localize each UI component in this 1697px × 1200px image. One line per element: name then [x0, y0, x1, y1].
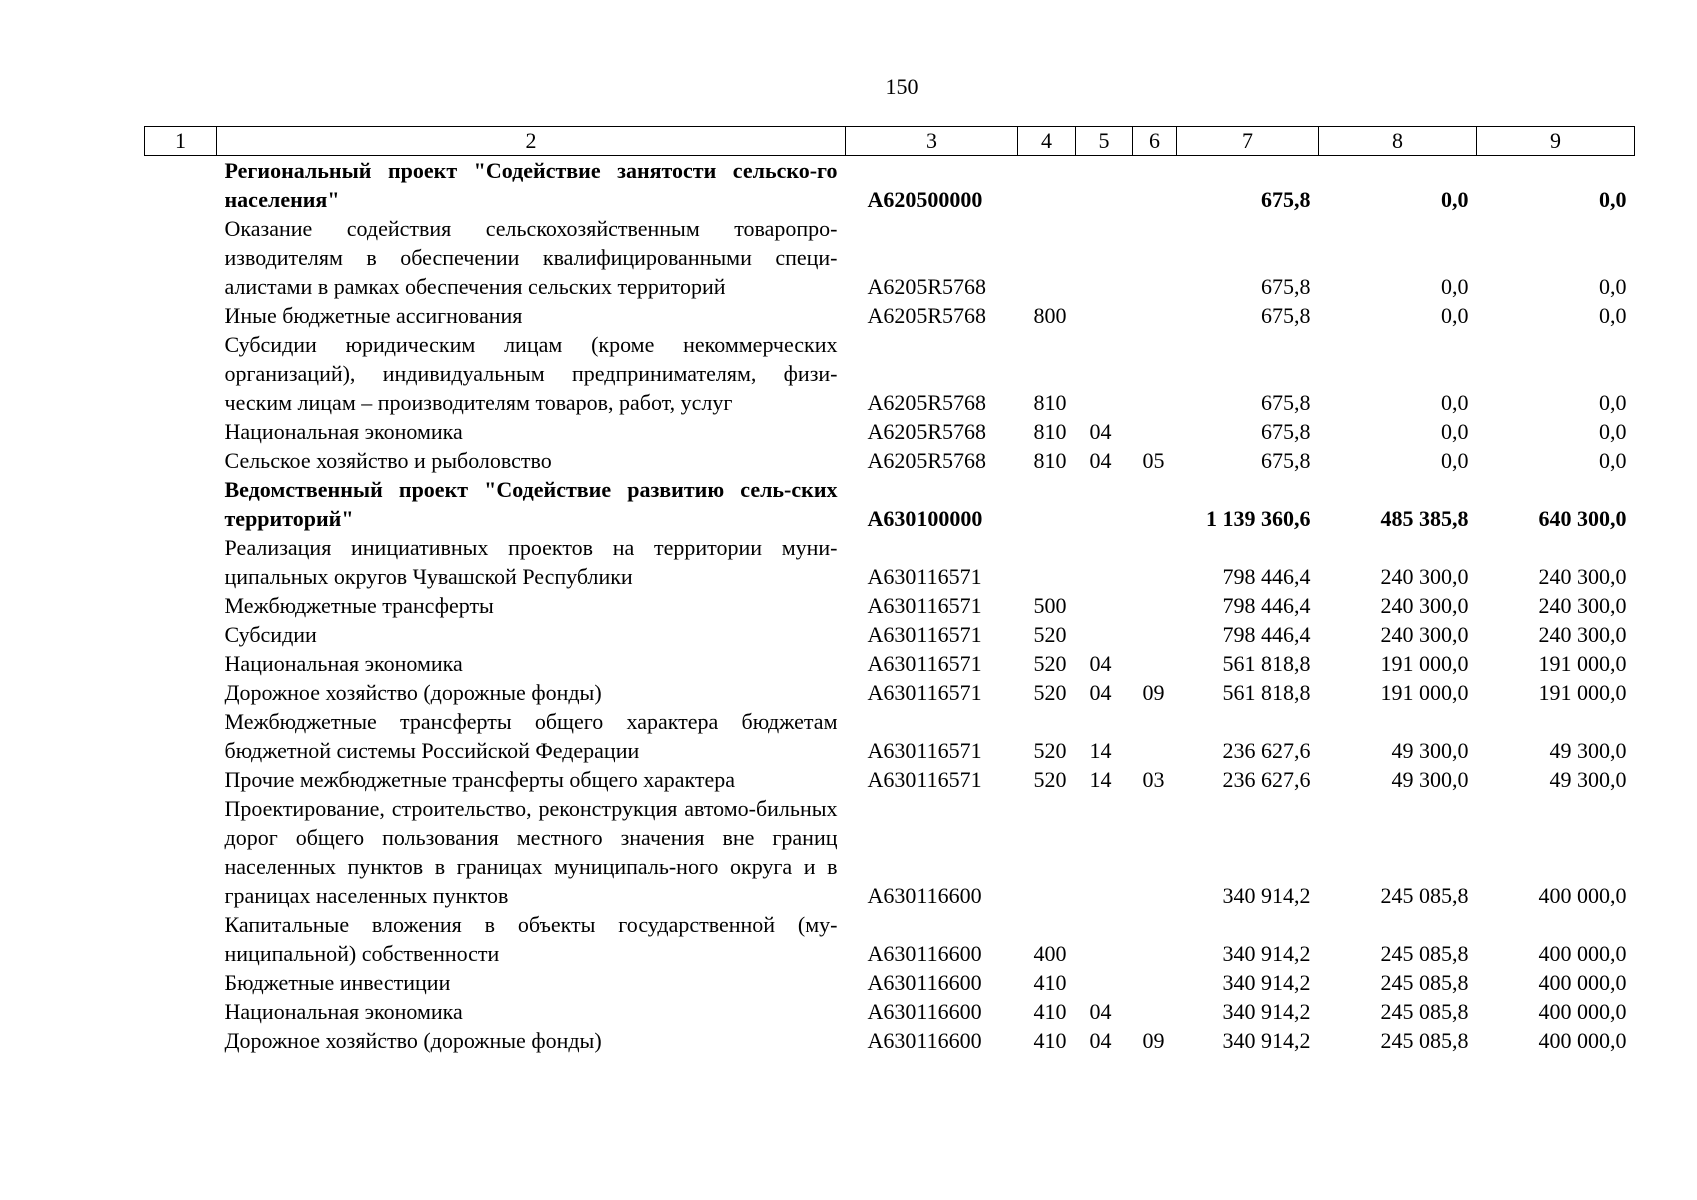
row-amount-col9: 240 300,0 — [1538, 622, 1627, 647]
row-subsection — [1133, 156, 1177, 215]
row-amount-col8: 191 000,0 — [1380, 651, 1469, 676]
row-number-cell — [145, 475, 217, 533]
table-row — [145, 765, 1635, 794]
row-subsection: 05 — [1142, 448, 1165, 473]
row-number-cell — [145, 649, 217, 678]
row-amount-col7: 798 446,4 — [1222, 564, 1311, 589]
row-amount-col8: 0,0 — [1441, 187, 1469, 212]
row-amount-col9: 400 000,0 — [1538, 999, 1627, 1024]
row-amount-col9: 640 300,0 — [1538, 506, 1627, 531]
row-name: Дорожное хозяйство (дорожные фонды) — [224, 1028, 602, 1053]
row-name: Национальная экономика — [224, 999, 463, 1024]
table-row — [145, 301, 1635, 330]
column-header: 3 — [846, 127, 1018, 156]
row-target-code: А630116571 — [867, 651, 982, 676]
row-amount-col9: 0,0 — [1599, 303, 1627, 328]
row-amount-col8: 245 085,8 — [1380, 883, 1469, 908]
table-row — [145, 475, 1635, 533]
row-expense-type: 520 — [1033, 651, 1067, 676]
row-expense-type: 810 — [1033, 419, 1067, 444]
row-number-cell — [145, 997, 217, 1026]
row-name: Региональный проект "Содействие занятости сельско-го населения" — [224, 158, 838, 212]
row-target-code: А630116571 — [867, 680, 982, 705]
row-section — [1076, 591, 1133, 620]
row-section: 14 — [1089, 738, 1112, 763]
row-expense-type: 500 — [1033, 593, 1067, 618]
row-number-cell — [145, 1026, 217, 1055]
row-amount-col9: 240 300,0 — [1538, 593, 1627, 618]
row-number-cell — [145, 330, 217, 417]
table-row — [145, 620, 1635, 649]
column-header: 2 — [217, 127, 846, 156]
row-number-cell — [145, 707, 217, 765]
row-amount-col9: 0,0 — [1599, 390, 1627, 415]
row-expense-type — [1018, 214, 1076, 301]
row-number-cell — [145, 156, 217, 215]
row-target-code: А6205R5768 — [867, 390, 987, 415]
row-amount-col7: 340 914,2 — [1222, 941, 1311, 966]
row-amount-col7: 561 818,8 — [1222, 651, 1311, 676]
row-amount-col8: 240 300,0 — [1380, 622, 1469, 647]
row-name: Национальная экономика — [224, 651, 463, 676]
row-amount-col7: 340 914,2 — [1222, 970, 1311, 995]
row-amount-col8: 49 300,0 — [1391, 767, 1469, 792]
table-row — [145, 649, 1635, 678]
table-row — [145, 910, 1635, 968]
row-amount-col7: 340 914,2 — [1222, 883, 1311, 908]
row-name: Дорожное хозяйство (дорожные фонды) — [224, 680, 602, 705]
row-amount-col7: 675,8 — [1261, 303, 1311, 328]
row-target-code: А6205R5768 — [867, 274, 987, 299]
row-amount-col7: 798 446,4 — [1222, 622, 1311, 647]
row-amount-col9: 400 000,0 — [1538, 970, 1627, 995]
row-expense-type: 520 — [1033, 622, 1067, 647]
table-row — [145, 678, 1635, 707]
row-name: Субсидии — [224, 622, 317, 647]
row-number-cell — [145, 533, 217, 591]
row-number-cell — [145, 678, 217, 707]
table-row — [145, 1026, 1635, 1055]
row-expense-type: 520 — [1033, 680, 1067, 705]
row-target-code: А630116600 — [867, 883, 982, 908]
row-amount-col7: 561 818,8 — [1222, 680, 1311, 705]
row-amount-col9: 49 300,0 — [1549, 738, 1627, 763]
row-section — [1076, 910, 1133, 968]
row-amount-col8: 245 085,8 — [1380, 1028, 1469, 1053]
row-target-code: А620500000 — [867, 187, 983, 212]
row-section — [1076, 475, 1133, 533]
budget-table — [144, 126, 1635, 1055]
row-subsection — [1133, 591, 1177, 620]
row-expense-type: 810 — [1033, 448, 1067, 473]
row-target-code: А6205R5768 — [867, 419, 987, 444]
column-header: 4 — [1018, 127, 1076, 156]
row-amount-col8: 49 300,0 — [1391, 738, 1469, 763]
column-header: 9 — [1477, 127, 1635, 156]
row-section: 04 — [1089, 448, 1112, 473]
row-target-code: А630116600 — [867, 1028, 982, 1053]
row-amount-col8: 485 385,8 — [1380, 506, 1469, 531]
table-row — [145, 794, 1635, 910]
row-expense-type — [1018, 794, 1076, 910]
row-name: Прочие межбюджетные трансферты общего характера — [224, 767, 736, 792]
row-number-cell — [145, 446, 217, 475]
column-header: 7 — [1177, 127, 1319, 156]
row-amount-col9: 400 000,0 — [1538, 1028, 1627, 1053]
row-target-code: А630116600 — [867, 999, 982, 1024]
table-row — [145, 997, 1635, 1026]
row-name: Иные бюджетные ассигнования — [224, 303, 523, 328]
row-section — [1076, 794, 1133, 910]
row-section: 04 — [1089, 680, 1112, 705]
row-number-cell — [145, 765, 217, 794]
row-number-cell — [145, 968, 217, 997]
row-number-cell — [145, 620, 217, 649]
row-name: Ведомственный проект "Содействие развитию сель-ских территорий" — [224, 477, 838, 531]
table-row — [145, 591, 1635, 620]
row-subsection: 09 — [1142, 680, 1165, 705]
table-body — [145, 156, 1635, 1056]
row-expense-type: 520 — [1033, 738, 1067, 763]
row-subsection — [1133, 968, 1177, 997]
row-subsection — [1133, 794, 1177, 910]
row-amount-col7: 675,8 — [1261, 274, 1311, 299]
row-amount-col9: 0,0 — [1599, 187, 1627, 212]
row-amount-col7: 798 446,4 — [1222, 593, 1311, 618]
row-subsection — [1133, 417, 1177, 446]
row-amount-col7: 675,8 — [1261, 448, 1311, 473]
row-expense-type — [1018, 533, 1076, 591]
row-amount-col9: 191 000,0 — [1538, 680, 1627, 705]
row-section: 04 — [1089, 999, 1112, 1024]
row-amount-col9: 191 000,0 — [1538, 651, 1627, 676]
table-row — [145, 707, 1635, 765]
row-target-code: А630100000 — [867, 506, 983, 531]
row-amount-col7: 675,8 — [1261, 187, 1311, 212]
row-name: Национальная экономика — [224, 419, 463, 444]
row-target-code: А630116600 — [867, 941, 982, 966]
row-subsection — [1133, 910, 1177, 968]
row-amount-col8: 0,0 — [1441, 448, 1469, 473]
row-name: Субсидии юридическим лицам (кроме некоммерческих организаций), индивидуальным предпринимателям, физи-ческим лицам – производителям товаров, работ, услуг — [224, 332, 838, 415]
row-section: 04 — [1089, 419, 1112, 444]
row-amount-col9: 400 000,0 — [1538, 883, 1627, 908]
row-subsection: 09 — [1142, 1028, 1165, 1053]
row-expense-type — [1018, 156, 1076, 215]
row-amount-col9: 0,0 — [1599, 419, 1627, 444]
row-amount-col8: 191 000,0 — [1380, 680, 1469, 705]
table-row — [145, 330, 1635, 417]
row-number-cell — [145, 301, 217, 330]
row-amount-col9: 240 300,0 — [1538, 564, 1627, 589]
row-section — [1076, 620, 1133, 649]
row-amount-col8: 245 085,8 — [1380, 999, 1469, 1024]
row-target-code: А6205R5768 — [867, 448, 987, 473]
row-expense-type: 400 — [1033, 941, 1067, 966]
row-expense-type: 410 — [1033, 999, 1067, 1024]
column-header: 5 — [1076, 127, 1133, 156]
row-subsection: 03 — [1142, 767, 1165, 792]
row-amount-col8: 240 300,0 — [1380, 564, 1469, 589]
row-subsection — [1133, 620, 1177, 649]
row-amount-col7: 340 914,2 — [1222, 1028, 1311, 1053]
table-row — [145, 533, 1635, 591]
table-row — [145, 156, 1635, 215]
row-amount-col8: 245 085,8 — [1380, 970, 1469, 995]
row-section: 04 — [1089, 651, 1112, 676]
row-section — [1076, 214, 1133, 301]
row-amount-col7: 1 139 360,6 — [1206, 506, 1311, 531]
row-amount-col7: 236 627,6 — [1222, 767, 1311, 792]
row-amount-col8: 245 085,8 — [1380, 941, 1469, 966]
row-amount-col8: 240 300,0 — [1380, 593, 1469, 618]
row-number-cell — [145, 910, 217, 968]
row-name: Капитальные вложения в объекты государственной (му-ниципальной) собственности — [224, 912, 838, 966]
table-row — [145, 214, 1635, 301]
table-row — [145, 446, 1635, 475]
row-target-code: А6205R5768 — [867, 303, 987, 328]
column-header: 6 — [1133, 127, 1177, 156]
row-name: Сельское хозяйство и рыболовство — [224, 448, 552, 473]
row-number-cell — [145, 591, 217, 620]
row-amount-col9: 0,0 — [1599, 274, 1627, 299]
row-amount-col7: 675,8 — [1261, 419, 1311, 444]
column-header: 8 — [1319, 127, 1477, 156]
row-target-code: А630116571 — [867, 564, 982, 589]
row-subsection — [1133, 649, 1177, 678]
row-target-code: А630116571 — [867, 593, 982, 618]
row-expense-type — [1018, 475, 1076, 533]
row-subsection — [1133, 214, 1177, 301]
row-amount-col8: 0,0 — [1441, 390, 1469, 415]
table-row — [145, 417, 1635, 446]
row-subsection — [1133, 330, 1177, 417]
row-name: Межбюджетные трансферты общего характера бюджетам бюджетной системы Российской Федерации — [224, 709, 838, 763]
row-amount-col9: 49 300,0 — [1549, 767, 1627, 792]
row-subsection — [1133, 707, 1177, 765]
row-expense-type: 810 — [1033, 390, 1067, 415]
row-target-code: А630116571 — [867, 622, 982, 647]
row-expense-type: 410 — [1033, 1028, 1067, 1053]
row-amount-col7: 236 627,6 — [1222, 738, 1311, 763]
row-target-code: А630116571 — [867, 767, 982, 792]
row-name: Проектирование, строительство, реконструкция автомо-бильных дорог общего пользования местного значения вне границ населенных пунктов в границах муниципаль-ного округа и в границах населенных пунктов — [224, 796, 838, 908]
row-section: 14 — [1089, 767, 1112, 792]
row-amount-col8: 0,0 — [1441, 303, 1469, 328]
row-amount-col7: 340 914,2 — [1222, 999, 1311, 1024]
row-expense-type: 520 — [1033, 767, 1067, 792]
row-amount-col8: 0,0 — [1441, 274, 1469, 299]
row-target-code: А630116571 — [867, 738, 982, 763]
row-number-cell — [145, 214, 217, 301]
row-target-code: А630116600 — [867, 970, 982, 995]
row-section — [1076, 330, 1133, 417]
table-header-row — [145, 127, 1635, 156]
row-name: Межбюджетные трансферты — [224, 593, 494, 618]
row-amount-col9: 400 000,0 — [1538, 941, 1627, 966]
row-expense-type: 410 — [1033, 970, 1067, 995]
row-amount-col9: 0,0 — [1599, 448, 1627, 473]
row-amount-col7: 675,8 — [1261, 390, 1311, 415]
row-section: 04 — [1089, 1028, 1112, 1053]
row-section — [1076, 301, 1133, 330]
row-name: Реализация инициативных проектов на территории муни-ципальных округов Чувашской Республики — [224, 535, 838, 589]
row-section — [1076, 533, 1133, 591]
row-expense-type: 800 — [1033, 303, 1067, 328]
row-subsection — [1133, 301, 1177, 330]
row-subsection — [1133, 475, 1177, 533]
row-name: Бюджетные инвестиции — [224, 970, 451, 995]
row-subsection — [1133, 997, 1177, 1026]
row-number-cell — [145, 417, 217, 446]
page-number: 150 — [885, 74, 919, 99]
row-section — [1076, 156, 1133, 215]
row-section — [1076, 968, 1133, 997]
column-header: 1 — [145, 127, 217, 156]
row-number-cell — [145, 794, 217, 910]
row-subsection — [1133, 533, 1177, 591]
table-row — [145, 968, 1635, 997]
row-amount-col8: 0,0 — [1441, 419, 1469, 444]
row-name: Оказание содействия сельскохозяйственным товаропро-изводителям в обеспечении квалифицированными специ-алистами в рамках обеспечения сельских территорий — [224, 216, 838, 299]
